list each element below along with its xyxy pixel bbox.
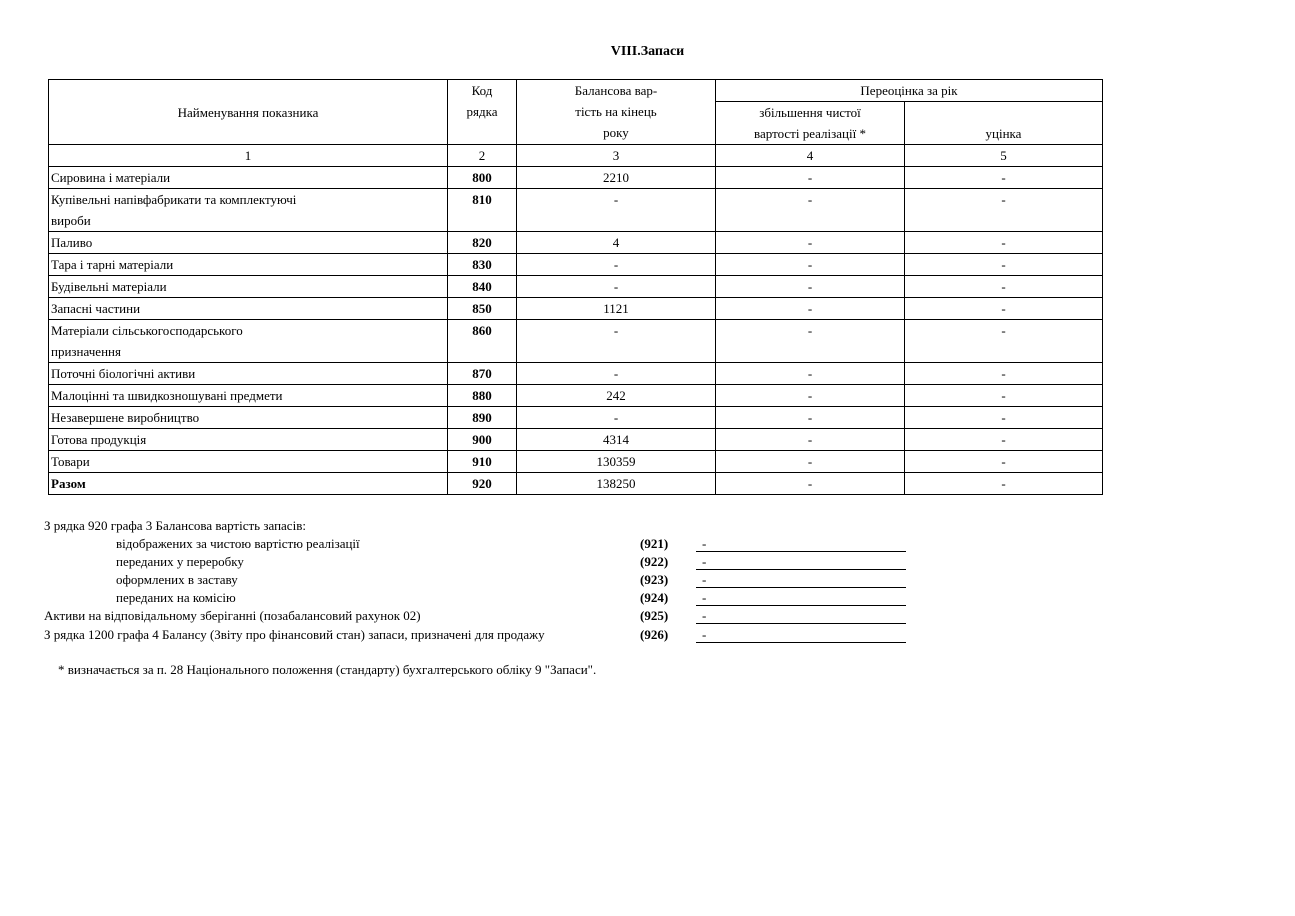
row-increase: - xyxy=(716,254,905,276)
row-increase: - xyxy=(716,451,905,473)
row-increase: - xyxy=(716,363,905,385)
footer-item-underline xyxy=(696,642,906,643)
row-name xyxy=(49,451,448,473)
row-increase: - xyxy=(716,167,905,189)
footer-item-underline xyxy=(696,623,906,624)
row-name-text: Будівельні матеріали xyxy=(51,279,167,294)
row-increase: - xyxy=(716,232,905,254)
column-number: 2 xyxy=(448,145,517,167)
row-balance: 4314 xyxy=(517,429,716,451)
row-increase: - xyxy=(716,385,905,407)
footer-item-value: - xyxy=(702,608,707,623)
table-row xyxy=(49,429,1103,451)
row-name-text: Матеріали сільськогосподарського xyxy=(51,323,243,338)
row-balance: - xyxy=(517,254,716,276)
table-row xyxy=(49,232,1103,254)
row-name xyxy=(49,473,448,495)
row-markdown: - xyxy=(905,232,1103,254)
row-name-text: Сировина і матеріали xyxy=(51,170,171,185)
row-markdown: - xyxy=(905,473,1103,495)
table-row xyxy=(49,276,1103,298)
footer-item-underline xyxy=(696,605,906,606)
row-name xyxy=(49,276,448,298)
footer-item-label: переданих у переробку xyxy=(116,554,244,569)
row-name xyxy=(49,232,448,254)
section-title: VIII.Запаси xyxy=(610,44,685,59)
row-balance: 242 xyxy=(517,385,716,407)
header-balance: Балансова вар- тість на кінець року xyxy=(517,80,716,145)
row-code: 810 xyxy=(448,189,517,232)
row-balance: - xyxy=(517,276,716,298)
row-markdown: - xyxy=(905,189,1103,232)
column-number: 4 xyxy=(716,145,905,167)
table-row xyxy=(49,320,1103,363)
row-name-text-cont: вироби xyxy=(51,213,91,228)
footer-item-underline xyxy=(696,587,906,588)
row-increase: - xyxy=(716,320,905,363)
footer-item-code: (926) xyxy=(640,627,669,642)
row-balance: 138250 xyxy=(517,473,716,495)
header-code: Код рядка xyxy=(448,80,517,145)
row-code: 830 xyxy=(448,254,517,276)
table-row xyxy=(49,473,1103,495)
header-name: Найменування показника xyxy=(49,80,448,145)
row-name-text: Готова продукція xyxy=(51,432,147,447)
row-code: 820 xyxy=(448,232,517,254)
header-markdown: уцінка xyxy=(905,102,1103,145)
row-name-text: Малоцінні та швидкозношувані предмети xyxy=(51,388,283,403)
row-balance: 130359 xyxy=(517,451,716,473)
row-increase: - xyxy=(716,189,905,232)
footer-item-label: оформлених в заставу xyxy=(116,572,238,587)
row-increase: - xyxy=(716,473,905,495)
row-increase: - xyxy=(716,276,905,298)
row-balance: - xyxy=(517,320,716,363)
footer-item-value: - xyxy=(702,536,707,551)
row-markdown: - xyxy=(905,320,1103,363)
row-name-text-cont: призначення xyxy=(51,344,121,359)
row-name xyxy=(49,298,448,320)
row-name xyxy=(49,407,448,429)
row-increase: - xyxy=(716,298,905,320)
column-numbers-row xyxy=(49,145,1103,167)
row-code: 850 xyxy=(448,298,517,320)
row-name-text: Паливо xyxy=(51,235,93,250)
footer-item-value: - xyxy=(702,572,707,587)
row-name xyxy=(49,254,448,276)
footer-intro: З рядка 920 графа 3 Балансова вартість запасів: xyxy=(44,518,306,533)
row-code: 840 xyxy=(448,276,517,298)
row-code: 860 xyxy=(448,320,517,363)
footer-item-code: (923) xyxy=(640,572,669,587)
row-balance: 2210 xyxy=(517,167,716,189)
row-balance: - xyxy=(517,407,716,429)
row-name-text: Купівельні напівфабрикати та комплектуючі xyxy=(51,192,297,207)
row-name-text: Незавершене виробництво xyxy=(51,410,200,425)
row-name xyxy=(49,320,448,363)
row-name xyxy=(49,429,448,451)
row-name xyxy=(49,363,448,385)
row-code: 910 xyxy=(448,451,517,473)
row-name-text: Товари xyxy=(51,454,90,469)
row-code: 800 xyxy=(448,167,517,189)
table-row xyxy=(49,407,1103,429)
footer-item-code: (922) xyxy=(640,554,669,569)
row-name-text: Тара і тарні матеріали xyxy=(51,257,174,272)
row-name-text: Поточні біологічні активи xyxy=(51,366,196,381)
row-markdown: - xyxy=(905,429,1103,451)
footer-item-label: відображених за чистою вартістю реалізації xyxy=(116,536,360,551)
row-code: 890 xyxy=(448,407,517,429)
row-markdown: - xyxy=(905,254,1103,276)
footer-item-value: - xyxy=(702,554,707,569)
header-revaluation: Переоцінка за рік xyxy=(716,80,1103,102)
header-increase: збільшення чистої вартості реалізації * xyxy=(716,102,905,145)
footer-item-label: Активи на відповідальному зберіганні (позабалансовий рахунок 02) xyxy=(44,608,421,623)
row-balance: - xyxy=(517,363,716,385)
row-increase: - xyxy=(716,429,905,451)
column-number: 3 xyxy=(517,145,716,167)
footer-item-underline xyxy=(696,551,906,552)
column-number: 5 xyxy=(905,145,1103,167)
row-name xyxy=(49,189,448,232)
row-code: 880 xyxy=(448,385,517,407)
row-name-text: Разом xyxy=(51,476,86,491)
row-balance: - xyxy=(517,189,716,232)
row-balance: 4 xyxy=(517,232,716,254)
footer-item-label: переданих на комісію xyxy=(116,590,236,605)
row-markdown: - xyxy=(905,451,1103,473)
row-name xyxy=(49,385,448,407)
row-markdown: - xyxy=(905,167,1103,189)
footnote: * визначається за п. 28 Національного положення (стандарту) бухгалтерського обліку 9 "Запаси". xyxy=(58,662,597,677)
column-number: 1 xyxy=(49,145,448,167)
table-row xyxy=(49,363,1103,385)
row-markdown: - xyxy=(905,407,1103,429)
row-name xyxy=(49,167,448,189)
table-row xyxy=(49,451,1103,473)
row-code: 900 xyxy=(448,429,517,451)
table-row xyxy=(49,385,1103,407)
table-row xyxy=(49,167,1103,189)
row-markdown: - xyxy=(905,298,1103,320)
table-row xyxy=(49,298,1103,320)
row-code: 920 xyxy=(448,473,517,495)
row-markdown: - xyxy=(905,363,1103,385)
footer-item-value: - xyxy=(702,627,707,642)
inventory-table xyxy=(48,79,1103,495)
footer-item-label: З рядка 1200 графа 4 Балансу (Звіту про фінансовий стан) запаси, призначені для продажу xyxy=(44,627,545,642)
row-markdown: - xyxy=(905,276,1103,298)
row-markdown: - xyxy=(905,385,1103,407)
table-row xyxy=(49,189,1103,232)
table-row xyxy=(49,254,1103,276)
row-name-text: Запасні частини xyxy=(51,301,141,316)
row-code: 870 xyxy=(448,363,517,385)
footer-item-underline xyxy=(696,569,906,570)
footer-item-code: (925) xyxy=(640,608,669,623)
footer-item-code: (921) xyxy=(640,536,669,551)
row-increase: - xyxy=(716,407,905,429)
footer-item-value: - xyxy=(702,590,707,605)
footer-item-code: (924) xyxy=(640,590,669,605)
row-balance: 1121 xyxy=(517,298,716,320)
